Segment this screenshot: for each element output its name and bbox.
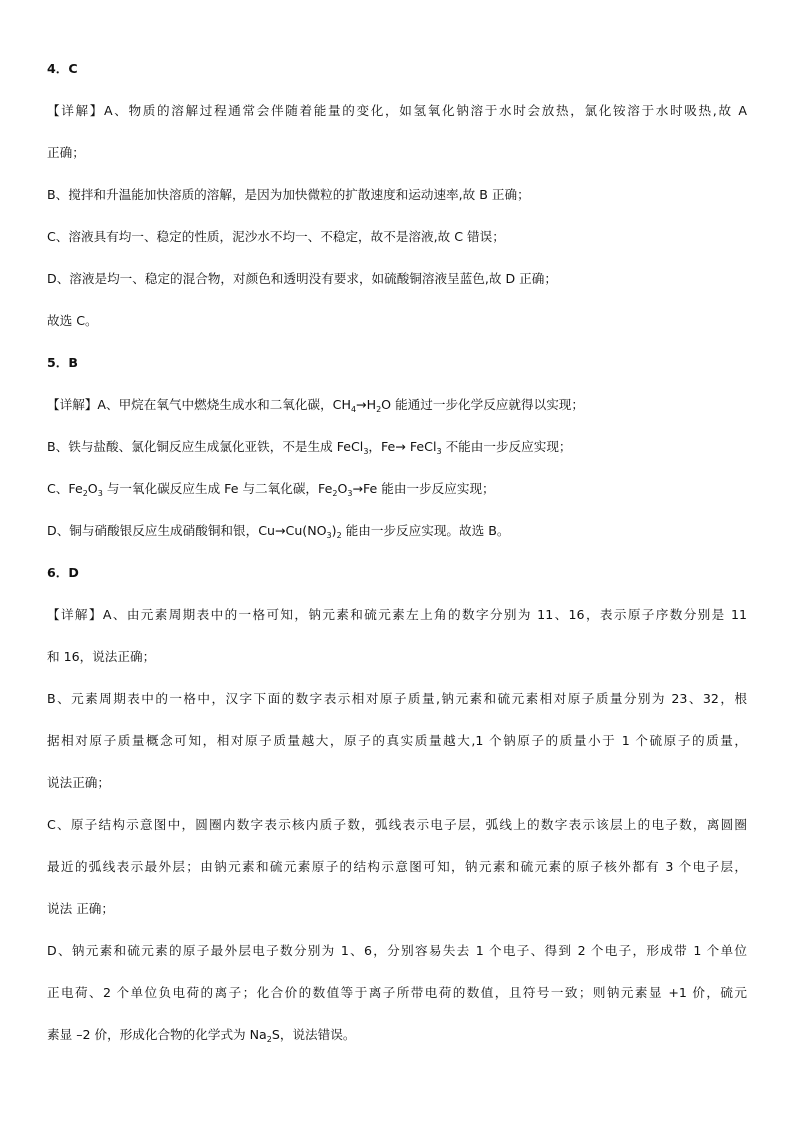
q6-option-c-line3: 说法 正确； — [47, 901, 114, 916]
q5-option-b: B、铁与盐酸、氯化铜反应生成氯化亚铁，不是生成 FeCl$_3$，Fe→ FeCl$_3$ 不能由一步反应实现； — [47, 439, 572, 456]
q6-option-b-line1: B、元素周期表中的一格中，汉字下面的数字表示相对原子质量,钠元素和硫元素相对原子质量分别为 23、32，根 — [47, 691, 747, 706]
q4-option-d: D、溶液是均一、稳定的混合物，对颜色和透明没有要求，如硫酸铜溶液呈蓝色,故 D 正确； — [47, 271, 557, 286]
q4-option-c: C、溶液具有均一、稳定的性质，泥沙水不均一、不稳定，故不是溶液,故 C 错误； — [47, 229, 505, 244]
q5-heading: 5．B — [47, 355, 78, 370]
q4-detail-a-line1: 【详解】A、物质的溶解过程通常会伴随着能量的变化，如氢氧化钠溶于水时会放热，氯化铵溶于水时吸热,故 A — [47, 103, 747, 118]
q6-option-c-line1: C、原子结构示意图中，圆圈内数字表示核内质子数，弧线表示电子层，弧线上的数字表示该层上的电子数，离圆圈 — [47, 817, 747, 832]
q6-option-d-line1: D、钠元素和硫元素的原子最外层电子数分别为 1、6，分别容易失去 1 个电子、得到 2 个电子，形成带 1 个单位 — [47, 943, 747, 958]
q6-option-d-line3: 素显 –2 价，形成化合物的化学式为 $Na_2S$，说法错误。 — [47, 1027, 356, 1044]
q6-option-d-line2: 正电荷、2 个单位负电荷的离子；化合价的数值等于离子所带电荷的数值，且符号一致；则钠元素显 +1 价，硫元 — [47, 985, 747, 1000]
q5-option-c: C、$Fe_2O_3$ 与一氧化碳反应生成 Fe 与二氧化碳，$Fe_2O_3\to Fe$ 能由一步反应实现； — [47, 481, 495, 498]
q5-option-d: D、铜与硝酸银反应生成硝酸铜和银，$Cu\to Cu(NO_3)_2$ 能由一步反应实现。故选 B。 — [47, 523, 510, 540]
q4-heading: 4．C — [47, 61, 78, 76]
q6-option-c-line2: 最近的弧线表示最外层；由钠元素和硫元素原子的结构示意图可知，钠元素和硫元素的原子核外都有 3 个电子层， — [47, 859, 747, 874]
q6-option-b-line3: 说法正确； — [47, 775, 110, 790]
q6-option-a-line2: 和 16，说法正确； — [47, 649, 156, 664]
q6-option-a-line1: 【详解】A、由元素周期表中的一格可知，钠元素和硫元素左上角的数字分别为 11、16，表示原子序数分别是 11 — [47, 607, 747, 622]
q6-option-b-line2: 据相对原子质量概念可知，相对原子质量越大，原子的真实质量越大,1 个钠原子的质量小于 1 个硫原子的质量， — [47, 733, 747, 748]
q5-option-a: 【详解】A、甲烷在氧气中燃烧生成水和二氧化碳，$CH_4\to H_2O$ 能通过一步化学反应就得以实现； — [47, 397, 584, 414]
q4-option-b: B、搅拌和升温能加快溶质的溶解，是因为加快微粒的扩散速度和运动速率,故 B 正确； — [47, 187, 530, 202]
q4-answer: 故选 C。 — [47, 313, 98, 328]
q4-detail-a-line2: 正确； — [47, 145, 85, 160]
q6-heading: 6．D — [47, 565, 79, 580]
